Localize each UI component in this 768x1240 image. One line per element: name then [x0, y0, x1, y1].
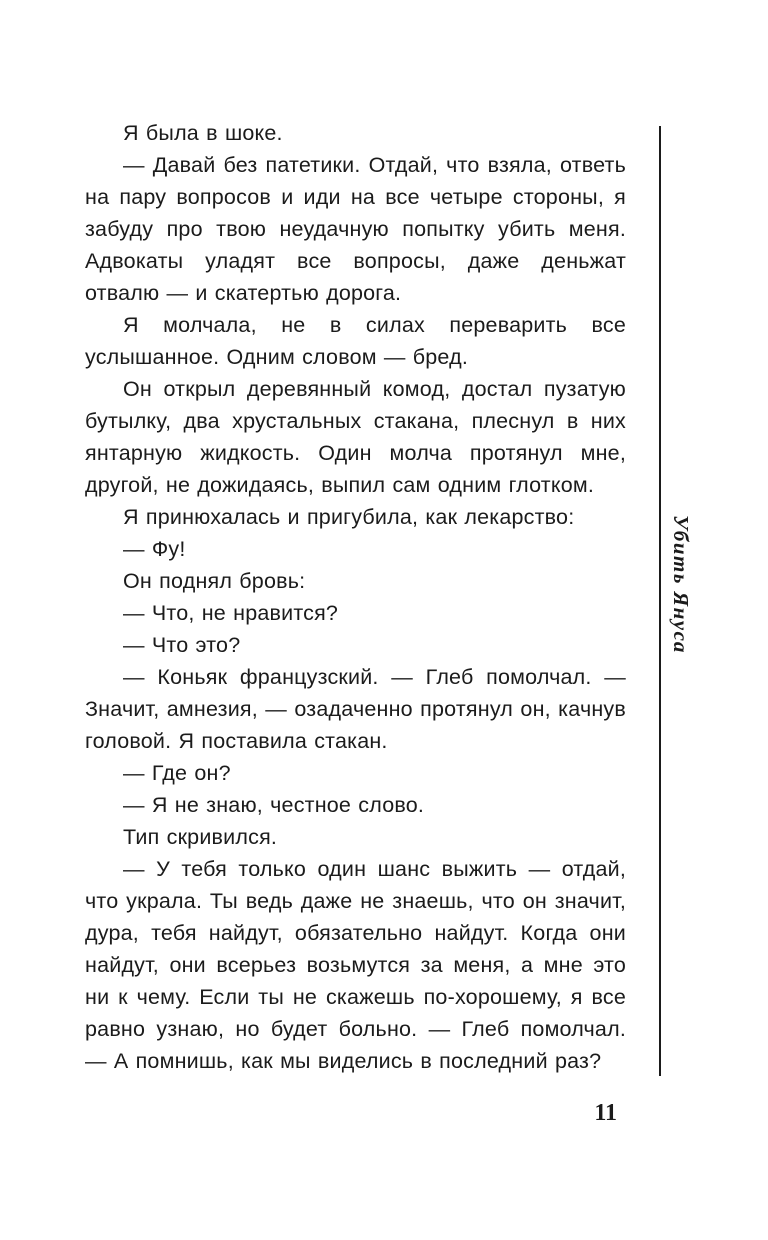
- paragraph: Я молчала, не в силах переварить все услышанное. Одним словом — бред.: [85, 313, 626, 369]
- paragraph: Я была в шоке.: [123, 121, 283, 145]
- page-number: 11: [594, 1100, 617, 1126]
- paragraph: — Я не знаю, честное слово.: [123, 793, 425, 817]
- paragraph: Я принюхалась и пригубила, как лекарство:: [123, 505, 575, 529]
- paragraph: Он открыл деревянный комод, достал пузатую бутылку, два хрустальных стакана, плеснул в них янтарную жидкость. Один молча протянул мне, другой, не дожидаясь, выпил сам одним глотком.: [85, 377, 626, 497]
- paragraph: — Где он?: [123, 761, 231, 785]
- paragraph: — У тебя только один шанс выжить — отдай, что украла. Ты ведь даже не знаешь, что он значит, дура, тебя найдут, обязательно найдут. Когда они найдут, они всерьез возьмутся за меня, а мне это ни к чему. Если ты не скажешь по-хорошему, я все равно узнаю, но будет больно. — Глеб помолчал. — А помнишь, как мы виделись в последний раз?: [85, 857, 626, 1073]
- paragraph: — Фу!: [123, 537, 186, 561]
- text-block: [85, 117, 626, 1077]
- paragraph: — Что это?: [123, 633, 241, 657]
- margin-rule: [659, 126, 661, 1076]
- paragraph: — Давай без патетики. Отдай, что взяла, ответь на пару вопросов и иди на все четыре стороны, я забуду про твою неудачную попытку убить меня. Адвокаты уладят все вопросы, даже деньжат отвалю — и скатертью дорога.: [85, 153, 626, 305]
- running-title: Убить Януса: [669, 515, 693, 654]
- paragraph: Тип скривился.: [123, 825, 278, 849]
- paragraph: — Коньяк французский. — Глеб помолчал. — Значит, амнезия, — озадаченно протянул он, качнув головой. Я поставила стакан.: [85, 665, 626, 753]
- paragraph: Он поднял бровь:: [123, 569, 306, 593]
- paragraph: — Что, не нравится?: [123, 601, 339, 625]
